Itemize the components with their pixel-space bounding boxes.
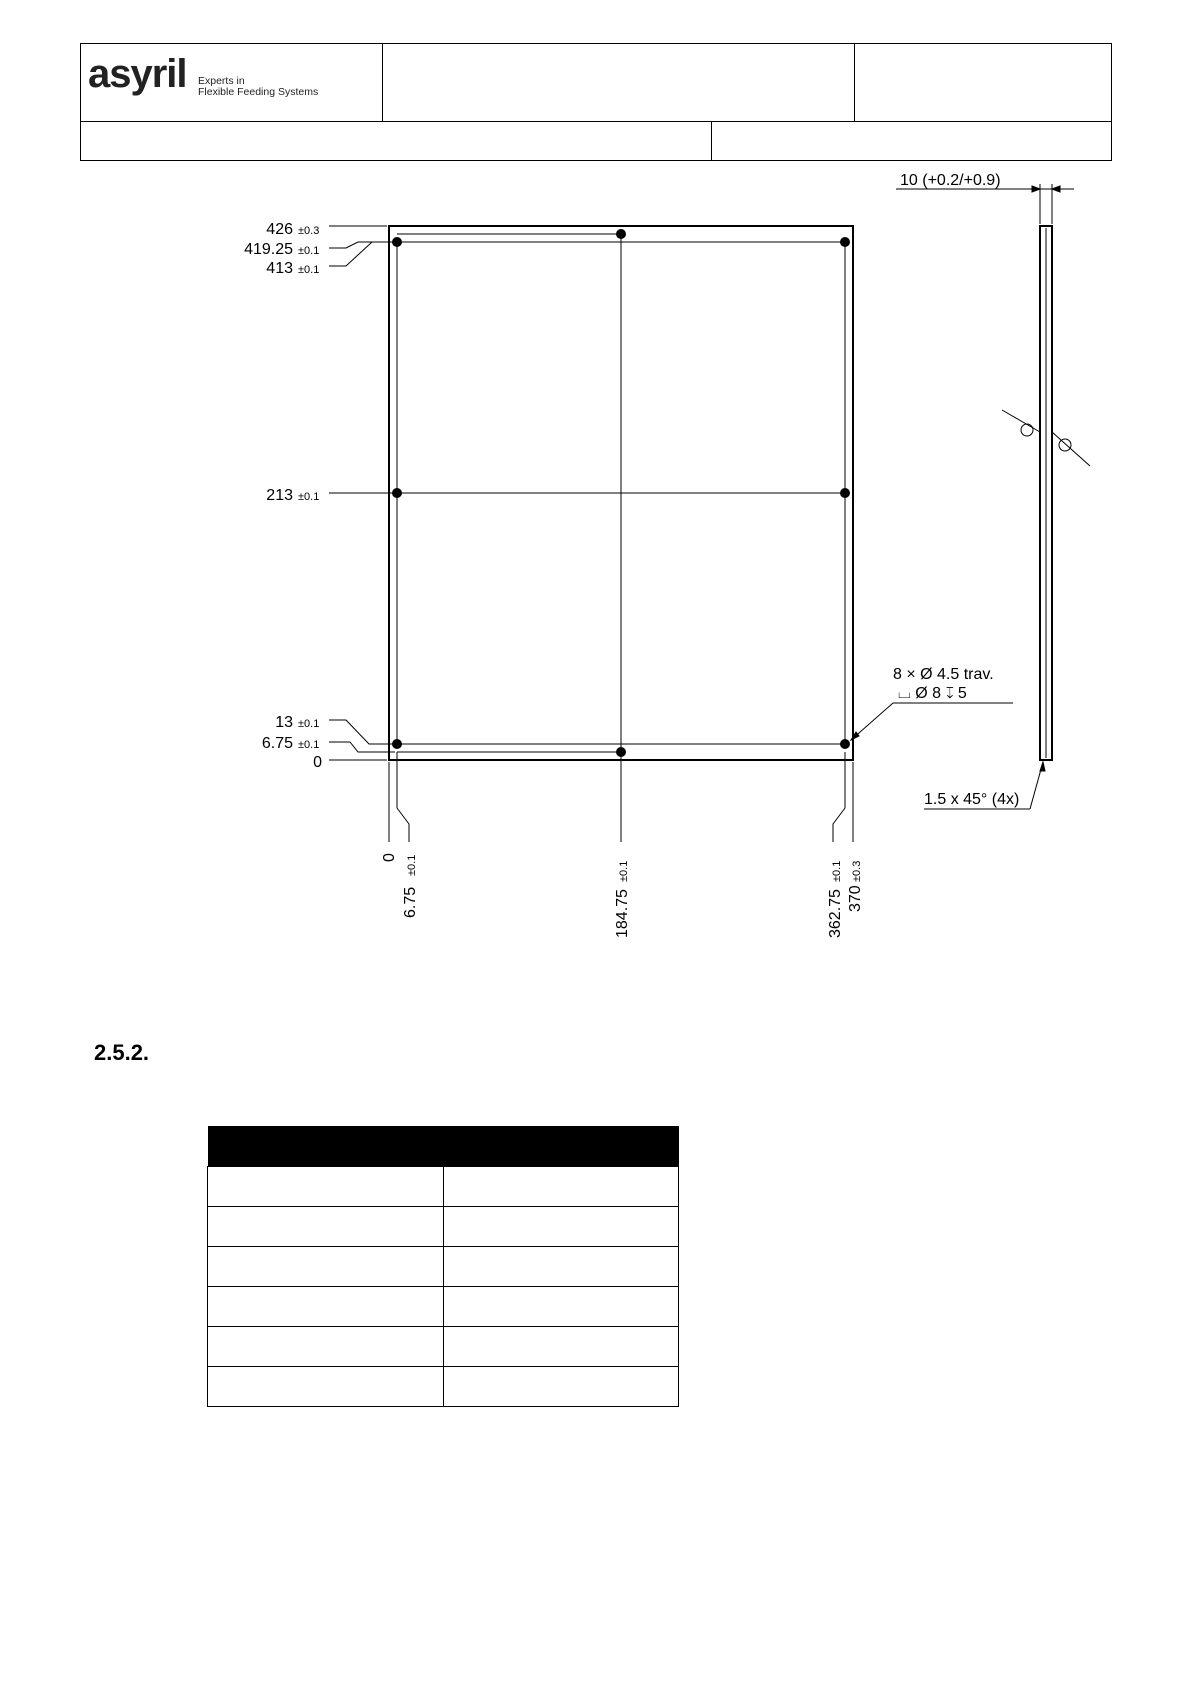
dim-0-left: 0 xyxy=(313,754,322,771)
spec-table xyxy=(207,1126,679,1407)
svg-text:±0.1: ±0.1 xyxy=(831,860,843,882)
dim-bottom-0: 0 xyxy=(381,853,398,862)
dim-bottom-184-75 xyxy=(614,861,631,938)
table-cell xyxy=(208,1287,444,1327)
table-cell xyxy=(208,1247,444,1287)
dim-413: 413 xyxy=(266,260,293,277)
section-number: 2.5.2. xyxy=(94,1040,150,1065)
table-cell xyxy=(443,1367,679,1407)
table-header-cell xyxy=(208,1126,679,1167)
document-header xyxy=(80,43,1112,161)
logo-tagline xyxy=(198,76,318,98)
table-row xyxy=(208,1367,679,1407)
hole xyxy=(616,229,626,239)
dim-213: 213 xyxy=(266,487,293,504)
technical-drawing xyxy=(0,160,1191,950)
svg-text:±0.1: ±0.1 xyxy=(618,860,630,882)
svg-text:±0.1: ±0.1 xyxy=(406,854,418,876)
dim-bottom-362-75 xyxy=(827,861,844,938)
svg-text:370: 370 xyxy=(847,885,864,912)
svg-text:6.75: 6.75 xyxy=(402,886,419,918)
dim-6-75-tol: ±0.1 xyxy=(298,739,320,751)
thickness-label: 10 (+0.2/+0.9) xyxy=(900,172,1001,189)
header-logo-cell xyxy=(81,44,383,122)
hole xyxy=(840,237,850,247)
dim-13: 13 xyxy=(275,714,293,731)
dim-413-tol: ±0.1 xyxy=(298,264,320,276)
svg-text:362.75: 362.75 xyxy=(827,889,844,938)
table-row xyxy=(208,1167,679,1207)
hole-note-line-1: 8 × Ø 4.5 trav. xyxy=(893,666,994,683)
bottom-dimension-leaders xyxy=(389,752,853,842)
tagline-line-1: Experts in xyxy=(198,75,245,87)
tagline-line-2: Flexible Feeding Systems xyxy=(198,86,319,98)
hole xyxy=(840,488,850,498)
table-cell xyxy=(443,1287,679,1327)
svg-text:184.75: 184.75 xyxy=(614,889,631,938)
chamfer-label: 1.5 x 45° (4x) xyxy=(924,791,1020,808)
hole xyxy=(840,739,850,749)
table-row xyxy=(208,1327,679,1367)
dim-419-25: 419.25 xyxy=(244,241,293,258)
dim-426: 426 xyxy=(266,221,293,238)
header-row-top xyxy=(81,44,1111,122)
dim-13-tol: ±0.1 xyxy=(298,718,320,730)
hole-note-leader xyxy=(851,703,1013,740)
header-row-bottom-left-cell xyxy=(81,122,712,160)
table-row xyxy=(208,1287,679,1327)
table-cell xyxy=(443,1207,679,1247)
table-cell xyxy=(208,1327,444,1367)
hole-note-line-2: ⌴ Ø 8 ↧ 5 xyxy=(898,685,967,702)
table-row xyxy=(208,1247,679,1287)
table-cell xyxy=(208,1367,444,1407)
asyril-logo xyxy=(88,54,187,94)
dim-213-tol: ±0.1 xyxy=(298,491,320,503)
dim-6-75: 6.75 xyxy=(261,735,293,752)
header-right-cell xyxy=(854,44,1112,122)
logo-wordmark: asyril xyxy=(88,52,187,96)
svg-text:±0.3: ±0.3 xyxy=(851,860,863,882)
table-header-row xyxy=(208,1126,679,1167)
table-cell xyxy=(208,1207,444,1247)
table-cell xyxy=(443,1167,679,1207)
left-dimension-leaders xyxy=(329,226,395,760)
table-cell xyxy=(208,1167,444,1207)
dim-419-25-tol: ±0.1 xyxy=(298,245,320,257)
thickness-dimension xyxy=(896,184,1074,224)
table-cell xyxy=(443,1247,679,1287)
dim-426-tol: ±0.3 xyxy=(298,225,320,237)
table-cell xyxy=(443,1327,679,1367)
table-row xyxy=(208,1207,679,1247)
dim-bottom-6-75 xyxy=(402,855,419,918)
dim-bottom-370 xyxy=(847,861,864,912)
